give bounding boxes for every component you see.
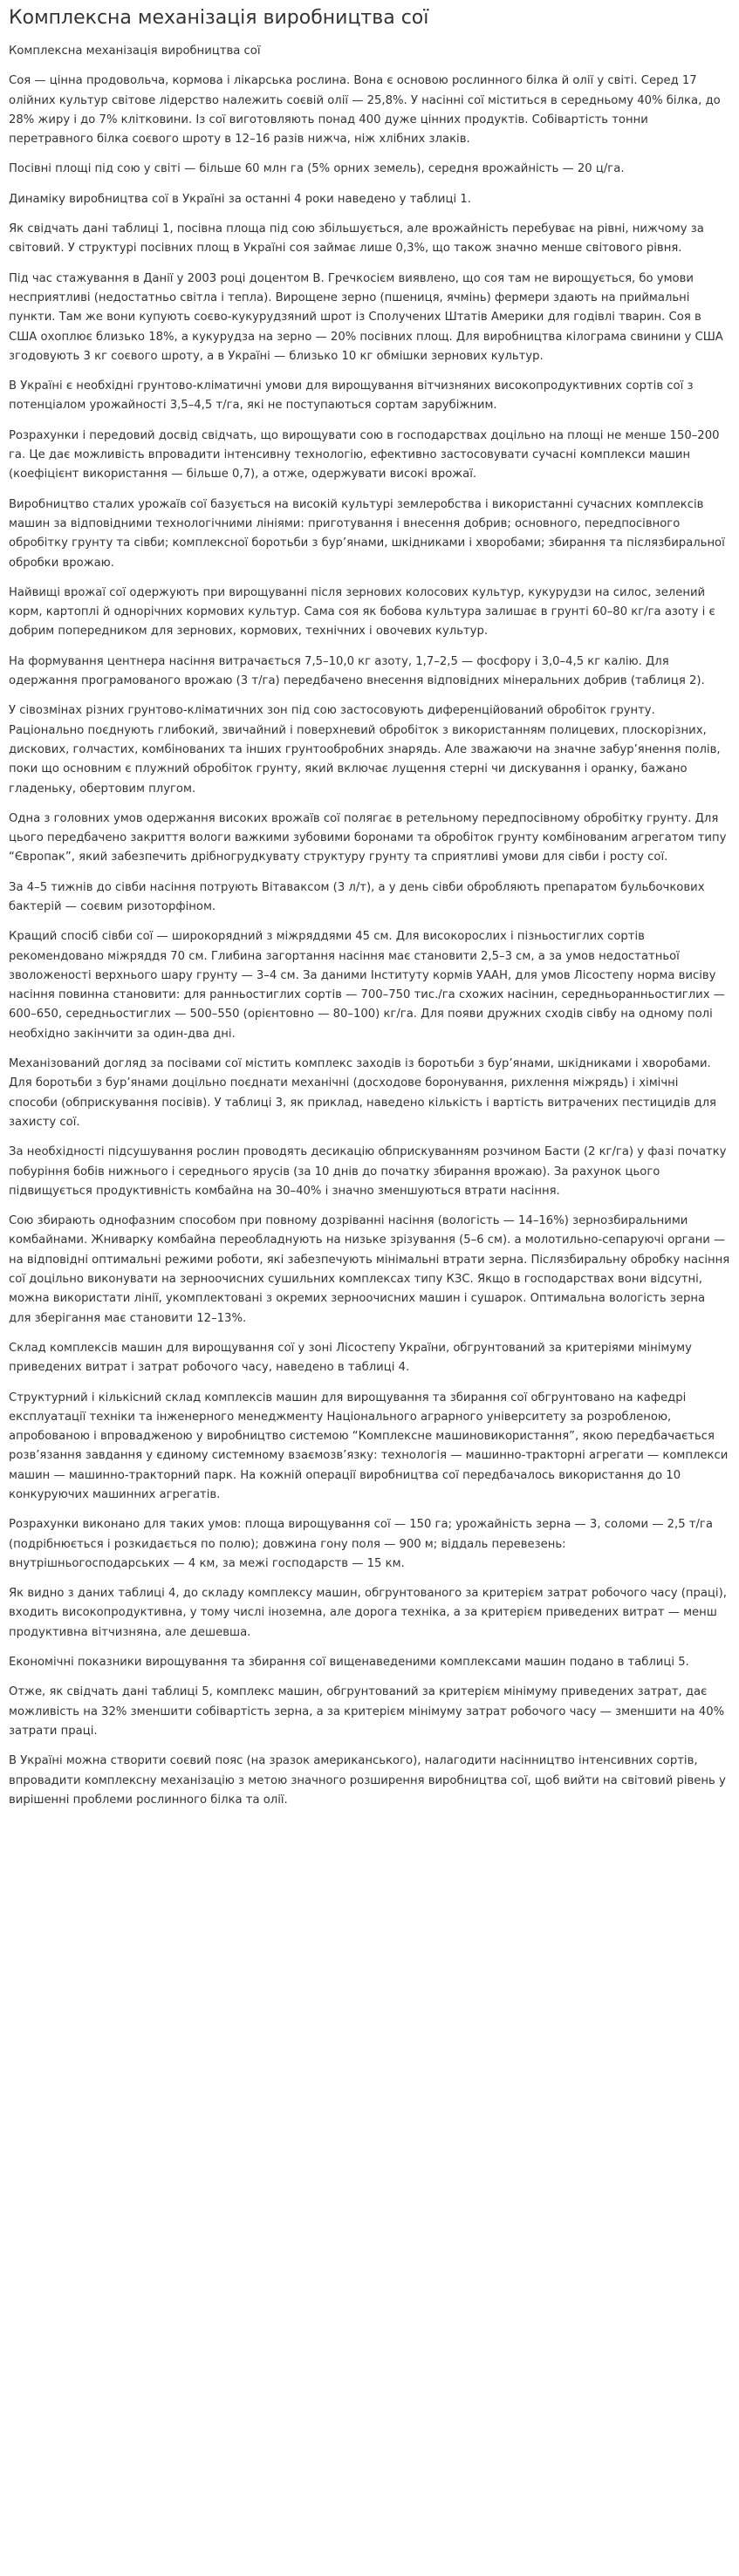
paragraph: В Україні є необхідні грунтово-кліматичні умови для вирощування вітчизняних високопродуктивних сортів сої з потенціалом урожайності 3,5–4,5 т/га, які не поступаються сортам зарубіжним.: [9, 379, 694, 413]
paragraph: Під час стажування в Данії у 2003 році доцентом В. Гречкосієм виявлено, що соя там не вирощується, бо умови несприятливі (недостатньо світла і тепла). Вирощене зерно (пшениця, ячмінь) фермери здають на приймальні пункти. Там же вони купують соєво-кукурудзяний шрот із Сполучених Штатів Америки для годівлі тварин. Соя в США охоплює близько 18%, а кукурудза на зерно — 20% посівних площ. Для виробництва кілограма свинини у США згодовують 3 кг соєвого шроту, а в Україні — близько 10 кг обмішки зернових культур.: [9, 271, 723, 363]
paragraph: Як видно з даних таблиці 4, до складу комплексу машин, обгрунтованого за критерієм затрат робочого часу (праці), входить високопродуктивна, у тому числі іноземна, але дорога техніка, а за критерієм приведених витрат — менш продуктивна вітчизняна, але дешевша.: [9, 1587, 727, 1639]
paragraph: Розрахунки і передовий досвід свідчать, що вирощувати сою в господарствах доцільно на площі не менше 150–200 га. Це дає можливість впровадити інтенсивну технологію, ефективно застосовувати сучасні комплекси машин (коефіцієнт використання — більше 0,7), а отже, одержувати високі врожаї.: [9, 428, 720, 482]
paragraph: Склад комплексів машин для вирощування сої у зоні Лісостепу України, обгрунтований за критеріями мінімуму приведених витрат і затрат робочого часу, наведено в таблиці 4.: [9, 1341, 692, 1375]
paragraph: Динаміку виробництва сої в Україні за останні 4 роки наведено у таблиці 1.: [9, 192, 471, 206]
paragraph: Економічні показники вирощування та збирання сої вищенаведеними комплексами машин подано в таблиці 5.: [9, 1656, 689, 1670]
paragraph: Сою збирають однофазним способом при повному дозріванні насіння (вологість — 14–16%) зернозбиральними комбайнами. Жниварку комбайна переобладнують на низьке зрізування (5–6 см). а молотильно-сепаруючі органи — на відповідні оптимальні режими роботи, які забезпечують мінімальні втрати зерна. Післязбиральну обробку насіння сої доцільно виконувати на зерноочисних сушильних комплексах типу КЗС. Якщо в господарствах вони відсутні, можна використати лінії, укомплектовані з окремих зерноочисних машин і сушарок. Оптимальна вологість зерна для зберігання має становити 12–13%.: [9, 1214, 730, 1325]
paragraph: За необхідності підсушування рослин проводять десикацію обприскуванням розчином Басти (2 кг/га) у фазі початку побуріння бобів нижнього і середнього ярусів (за 10 днів до початку збирання врожаю). За рахунок цього підвищується продуктивність комбайна на 30–40% і значно зменшуються втрати насіння.: [9, 1145, 727, 1198]
paragraph: Структурний і кількісний склад комплексів машин для вирощування та збирання сої обгрунтовано на кафедрі експлуатації техніки та інженерного менеджменту Національного аграрного університету за розробленою, апробованою і впровадженою у виробництво системою “Комплексне машиновикористання”, якою передбачається розв’язання завдання у єдиному системному взаємозв’язку: технологія — машинно-тракторні агрегати — комплекси машин — машинно-тракторний парк. На кожній операції виробництва сої передбачалось використання до 10 конкуруючих машинних агрегатів.: [9, 1390, 729, 1501]
paragraph: Соя — цінна продовольча, кормова і лікарська рослина. Вона є основою рослинного білка й олії у світі. Серед 17 олійних культур світове лідерство належить соєвій олії — 25,8%. У насінні сої міститься в середньому 40% білка, до 28% жиру і до 7% клітковини. Із сої виготовляють понад 400 дуже цінних продуктів. Собівартість тонни перетравного білка соєвого шроту в 12–16 разів нижча, ніж хлібних злаків.: [9, 74, 721, 147]
paragraph: За 4–5 тижнів до сівби насіння потрують Вітаваксом (3 л/т), а у день сівби обробляють препаратом бульбочкових бактерій — соєвим ризоторфіном.: [9, 880, 705, 913]
paragraph: Механізований догляд за посівами сої містить комплекс заходів із боротьби з бур’янами, шкідниками і хворобами. Для боротьби з бур’янами доцільно поєднати механічні (досходове боронування, рихлення міжрядь) і хімічні способи (обприскування посівів). У таблиці 3, як приклад, наведено кількість і вартість витрачених пестицидів для захисту сої.: [9, 1057, 716, 1129]
article-title: Комплексна механізація виробництва сої: [9, 7, 429, 29]
paragraph: В Україні можна створити соєвий пояс (на зразок американського), налагодити насінництво інтенсивних сортів, впровадити комплексну механізацію з метою значного розширення виробництва сої, щоб вийти на світовий рівень у вирішенні проблеми рослинного білка та олії.: [9, 1754, 726, 1807]
paragraph: Кращий спосіб сівби сої — широкорядний з міжряддями 45 см. Для високорослих і пізньостиглих сортів рекомендовано міжряддя 70 см. Глибина загортання насіння має становити 2,5–3 см, а за умов недостатньої зволоженості верхнього шару грунту — 3–4 см. За даними Інституту кормів УААН, для умов Лісостепу норма висіву насіння повинна становити: для ранньостиглих сортів — 700–750 тис./га схожих насінин, середньоранньостиглих — 600–650, середньостиглих — 500–550 (орієнтовно — 80–100) кг/га. Для появи дружних сходів сівбу на одному полі необхідно закінчити за один-два дні.: [9, 930, 725, 1041]
paragraph: Як свідчать дані таблиці 1, посівна площа під сою збільшується, але врожайність перебуває на рівні, нижчому за світовий. У структурі посівних площ в Україні соя займає лише 0,3%, що також значно менше світового рівня.: [9, 222, 704, 256]
paragraph: Отже, як свідчать дані таблиці 5, комплекс машин, обгрунтований за критерієм мінімуму приведених затрат, дає можливість на 32% зменшити собівартість зерна, а за критерієм мінімуму затрат робочого часу — зменшити на 40% затрати праці.: [9, 1685, 725, 1738]
article-subtitle: Комплексна механізація виробництва сої: [9, 44, 261, 58]
paragraph: Одна з головних умов одержання високих врожаїв сої полягає в ретельному передпосівному обробітку грунту. Для цього передбачено закриття вологи важкими зубовими боронами та обробіток грунту комбінованим агрегатом типу “Європак”, який забезпечить дрібногрудкувату структуру грунту та сприятливі умови для сівби і росту сої.: [9, 811, 727, 864]
paragraph: На формування центнера насіння витрачається 7,5–10,0 кг азоту, 1,7–2,5 — фосфору і 3,0–4,5 кг калію. Для одержання програмованого врожаю (3 т/га) передбачено внесення відповідних мінеральних добрив (таблиця 2).: [9, 654, 705, 688]
paragraph: У сівозмінах різних грунтово-кліматичних зон під сою застосовують диференційований обробіток грунту. Раціонально поєднують глибокий, звичайний і поверхневий обробіток з використанням полицевих, плоскорізних, дискових, голчастих, комбінованих та інших грунтообробних знарядь. Але зважаючи на значне забур’янення полів, поки що основним є плужний обробіток грунту, який включає лущення стерні чи дискування і оранку, бажано гладеньку, обертовим плугом.: [9, 704, 721, 796]
paragraph: Найвищі врожаї сої одержують при вирощуванні після зернових колосових культур, кукурудзи на силос, зелений корм, картоплі й однорічних кормових культур. Сама соя як бобова культура залишає в грунті 60–80 кг/га азоту і є добрим попередником для зернових, кормових, технічних і овочевих культур.: [9, 585, 715, 639]
paragraph: Виробництво сталих урожаїв сої базується на високій культурі землеробства і використанні сучасних комплексів машин за відповідними технологічними лініями: приготування і внесення добрив; основного, передпосівного обробітку грунту та сівби; комплексної боротьби з бур’янами, шкідниками і хворобами; збирання та післязбиральної обробки врожаю.: [9, 497, 725, 570]
paragraph: Розрахунки виконано для таких умов: площа вирощування сої — 150 га; урожайність зерна — 3, соломи — 2,5 т/га (подрібнюється і розкидається по полю); довжина гону поля — 900 м; віддаль перевезень: внутрішньогосподарських — 4 км, за межі господарств — 15 км.: [9, 1518, 713, 1570]
paragraph: Посівні площі під сою у світі — більше 60 млн га (5% орних земель), середня врожайність — 20 ц/га.: [9, 162, 625, 176]
